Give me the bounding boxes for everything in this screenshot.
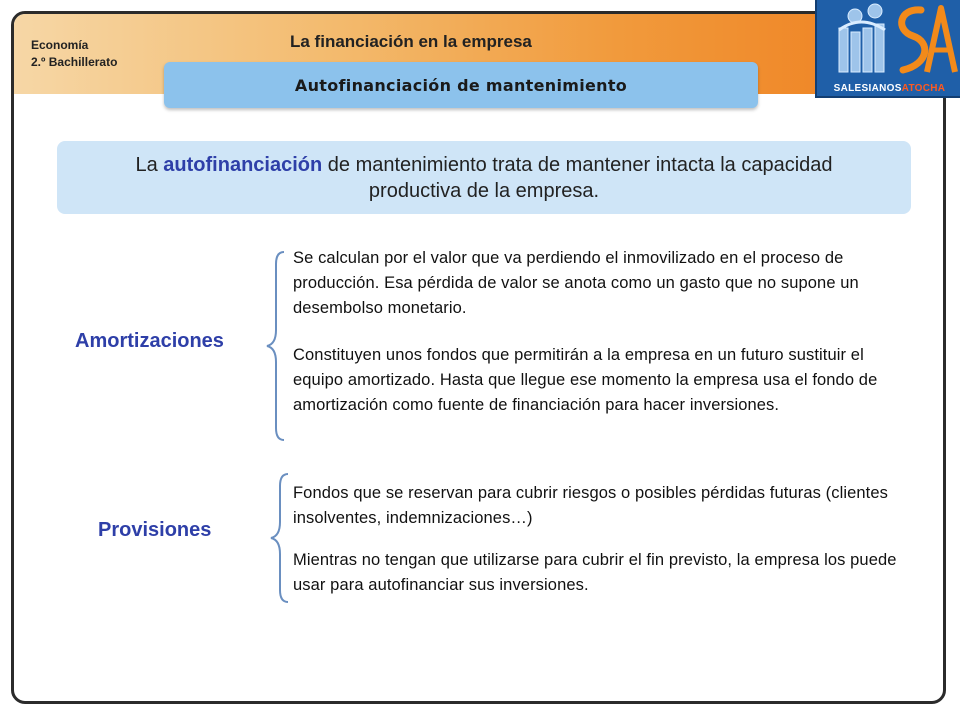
main-title: La financiación en la empresa [290, 32, 532, 51]
salesianos-atocha-logo [815, 0, 960, 98]
amortizaciones-point-1: Se calculan por el valor que va perdiendo el inmovilizado en el proceso de producción. Esa pérdida de valor se anota como un gasto que no supone un desembolso monetario. [293, 249, 859, 317]
provisiones-point-1: Fondos que se reservan para cubrir riesgos o posibles pérdidas futuras (clientes insolventes, indemnizaciones…) [293, 484, 888, 527]
logo-caption [817, 83, 960, 94]
logo-caption-part2: ATOCHA [901, 83, 946, 94]
logo-graphic [817, 0, 960, 96]
intro-box [57, 141, 911, 214]
provisiones-point-2: Mientras no tengan que utilizarse para cubrir el fin previsto, la empresa los puede usar para autofinanciar sus inversiones. [293, 551, 897, 594]
course-level: 2.º Bachillerato [31, 55, 118, 69]
logo-caption-part1: SALESIANOS [833, 83, 902, 94]
subject-name: Economía [31, 38, 89, 52]
intro-text [124, 152, 844, 204]
intro-term: autofinanciación [163, 153, 323, 176]
category-label-amortizaciones: Amortizaciones [75, 330, 224, 352]
brace-icon [268, 472, 292, 604]
intro-before: La [135, 153, 164, 176]
intro-after: de mantenimiento trata de mantener intacta la capacidad productiva de la empresa. [322, 153, 833, 202]
subject-label [31, 37, 117, 71]
category-label-provisiones: Provisiones [98, 519, 212, 541]
brace-icon [264, 250, 288, 442]
section-title: Autofinanciación de mantenimiento [164, 62, 758, 108]
amortizaciones-point-2: Constituyen unos fondos que permitirán a la empresa en un futuro sustituir el equipo amortizado. Hasta que llegue ese momento la empresa usa el fondo de amortización como fuente de financiación para hacer inversiones. [293, 346, 878, 414]
